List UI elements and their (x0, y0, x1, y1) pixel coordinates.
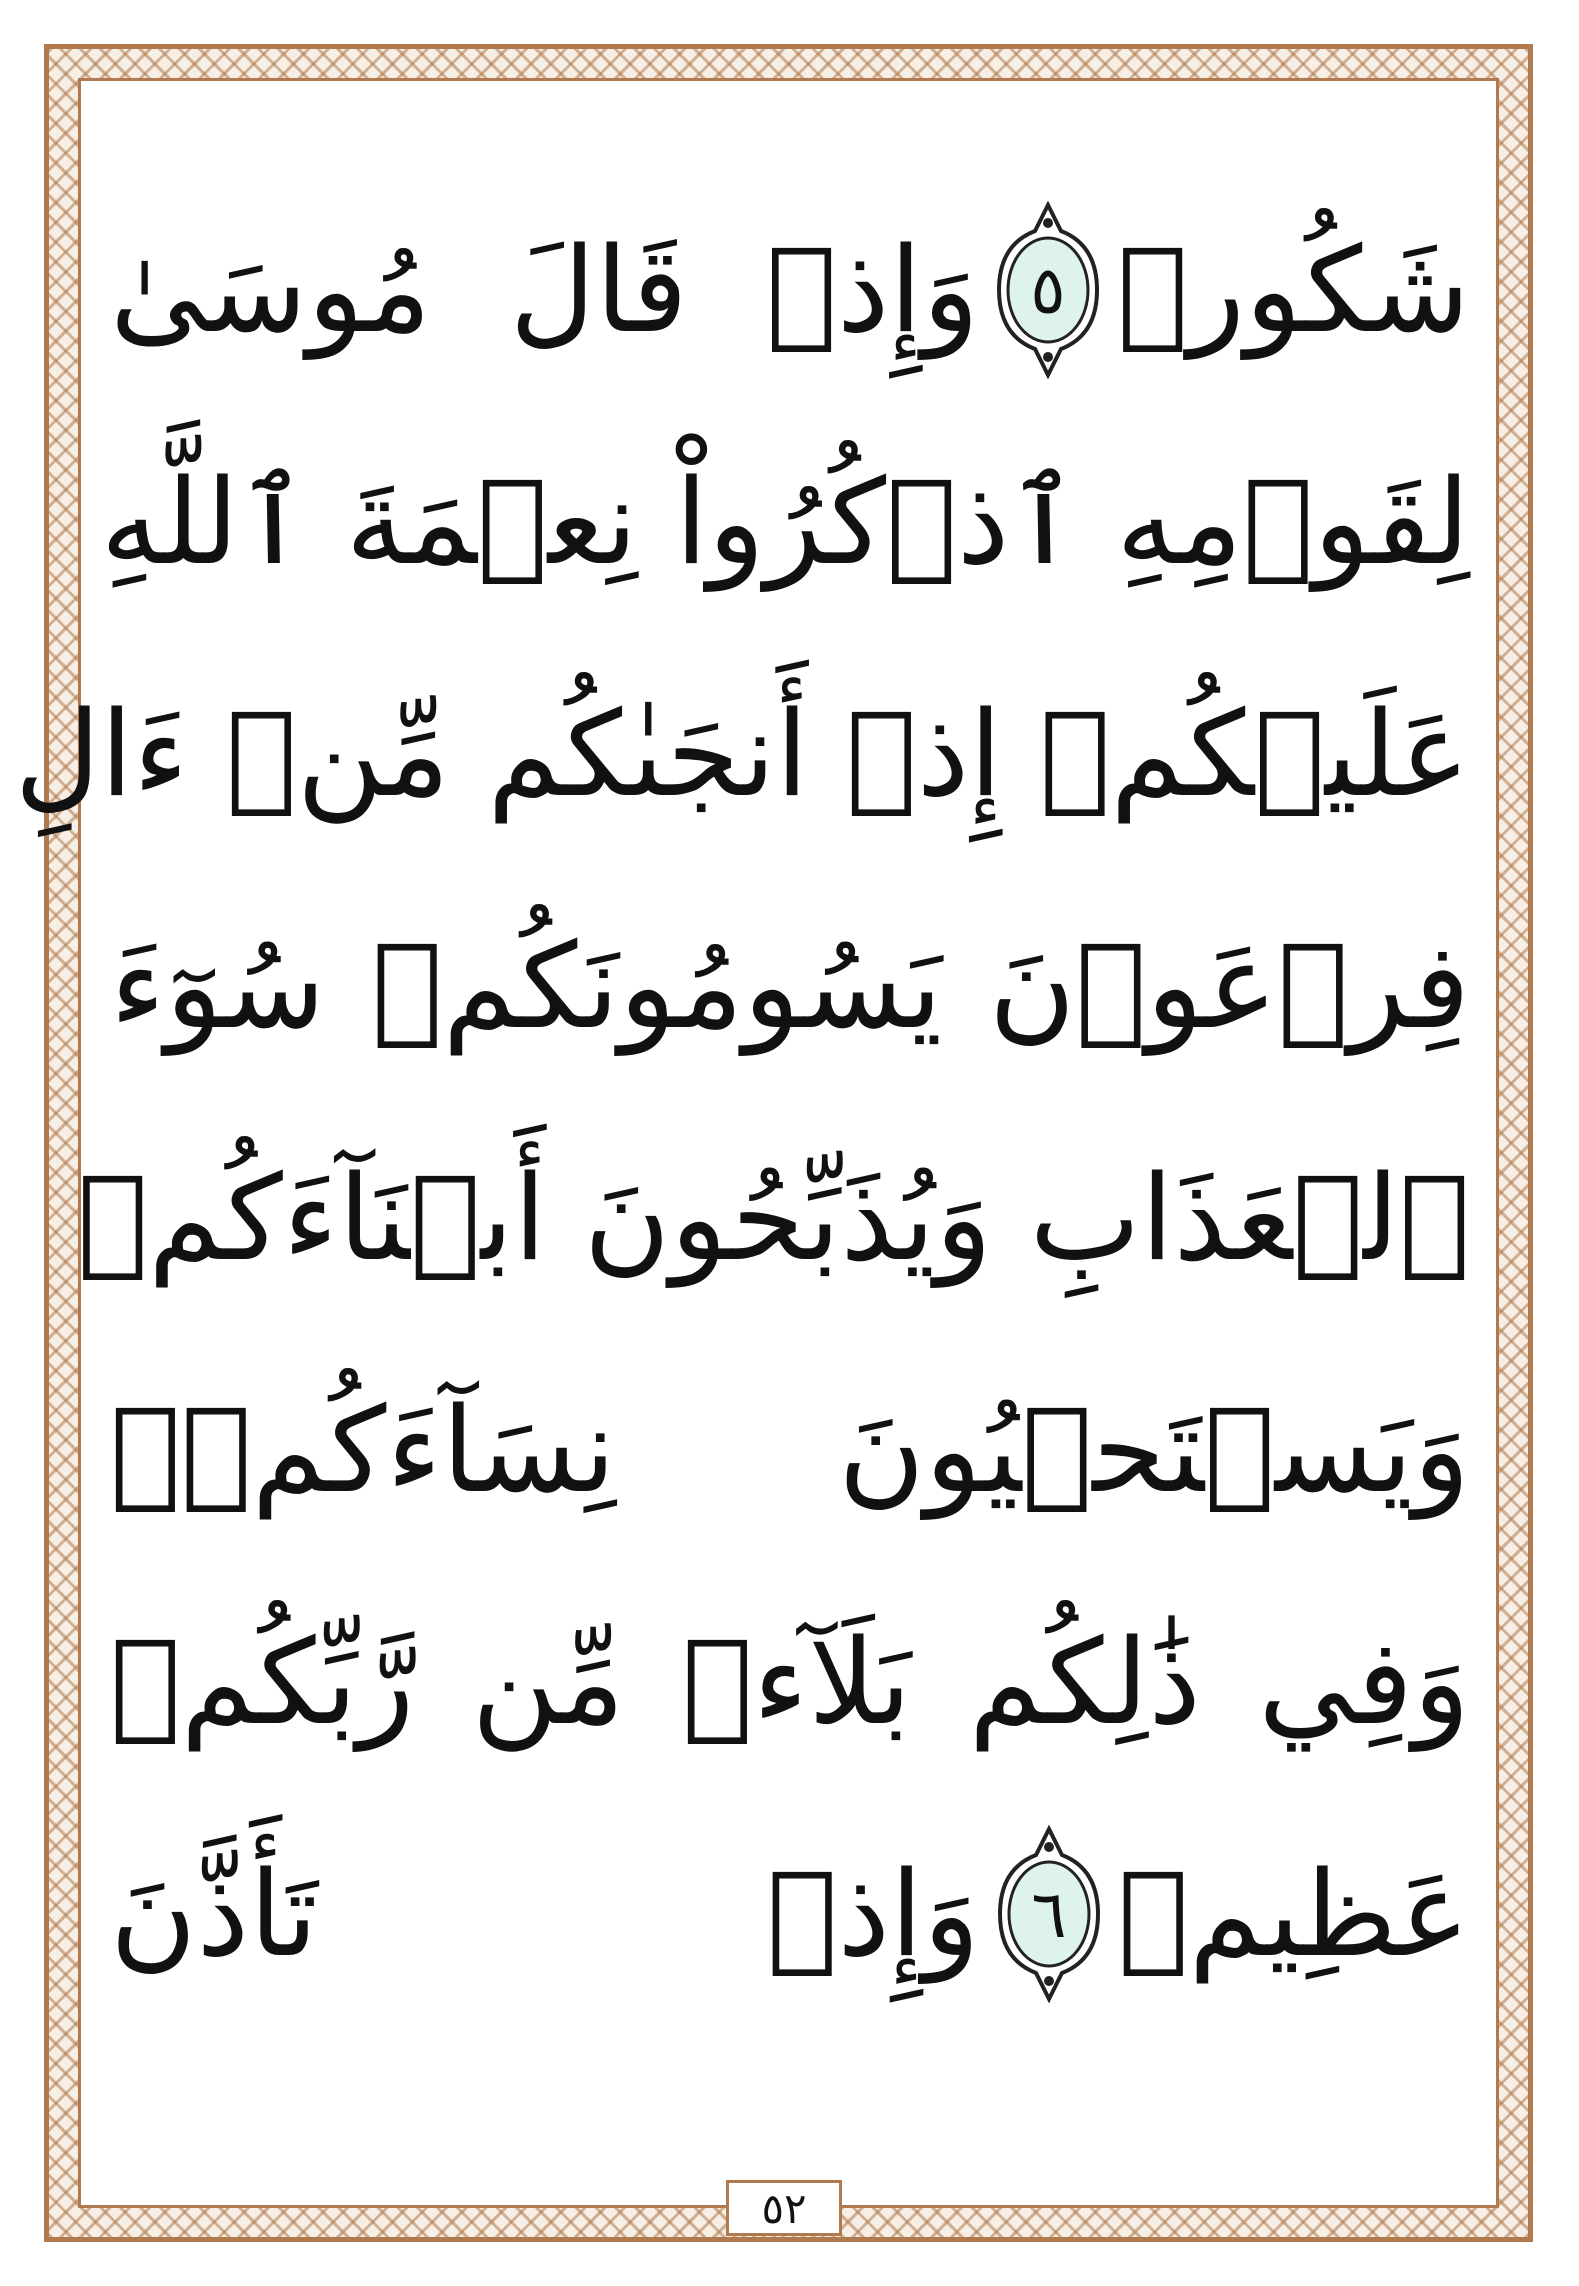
text-line-5 (77, 1118, 1470, 1318)
text-line-4 (110, 886, 1470, 1086)
line-3-text: عَلَيۡكُمۡ إِذۡ أَنجَىٰكُم مِّنۡ ءَالِ (14, 685, 1470, 823)
text-line-6 (110, 1350, 1470, 1550)
line-6-text: وَيَسۡتَحۡيُونَ نِسَآءَكُمۡۚ (110, 1381, 1470, 1519)
text-line-7 (110, 1582, 1470, 1782)
text-line-3 (14, 654, 1470, 854)
line-2-text: لِقَوۡمِهِ ٱذۡكُرُواْ نِعۡمَةَ ٱللَّهِ (100, 453, 1470, 591)
text-line-8 (110, 1814, 1470, 2014)
ayah-marker-ornament-icon (989, 201, 1107, 379)
line-8-segment-end: عَظِيمٞ (1117, 1845, 1470, 1983)
ayah-marker-5 (989, 201, 1107, 379)
ayah-number-5: ٥ (1030, 252, 1066, 329)
line-8-segment-start: وَإِذۡ تَأَذَّنَ (110, 1845, 980, 1983)
line-7-text: وَفِي ذَٰلِكُم بَلَآءٞ مِّن رَّبِّكُمۡ (110, 1613, 1470, 1751)
ayah-marker-ornament-icon (990, 1825, 1108, 2003)
text-line-1 (110, 190, 1470, 390)
line-4-text: فِرۡعَوۡنَ يَسُومُونَكُمۡ سُوٓءَ (110, 917, 1470, 1055)
page-number: ٥٢ (726, 2180, 842, 2236)
line-1-segment-start: وَإِذۡ قَالَ مُوسَىٰ (110, 221, 980, 359)
line-5-text: ٱلۡعَذَابِ وَيُذَبِّحُونَ أَبۡنَآءَكُمۡ (77, 1149, 1470, 1287)
text-line-2 (100, 422, 1470, 622)
ayah-marker-6 (990, 1825, 1108, 2003)
quran-text-block (14, 190, 1470, 2050)
ayah-number-6: ٦ (1031, 1876, 1067, 1953)
line-1-segment-end: شَكُورٖ (1117, 221, 1470, 359)
